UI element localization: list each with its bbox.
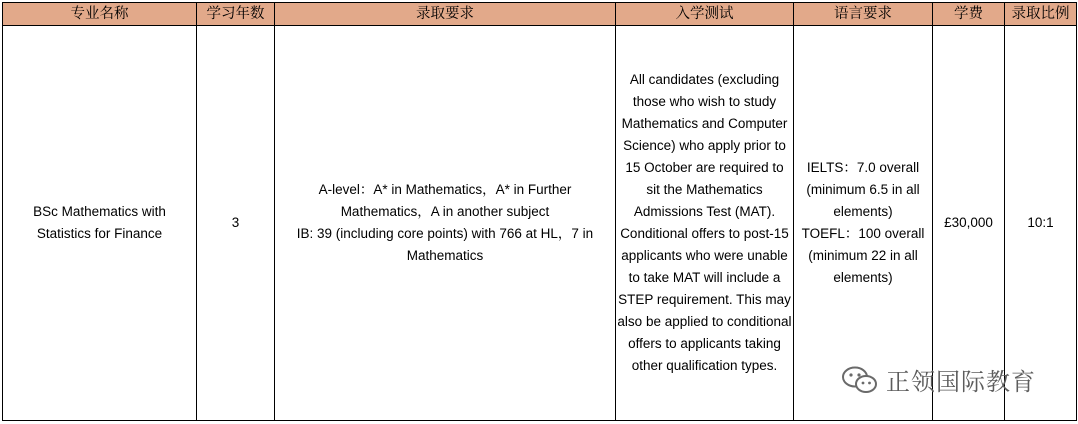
header-ratio: 录取比例 xyxy=(1005,3,1077,26)
header-language: 语言要求 xyxy=(794,3,933,26)
header-row xyxy=(3,3,1077,26)
watermark-text: 正领国际教育 xyxy=(886,368,1036,396)
cell-admission-test xyxy=(616,26,794,421)
tuition-text: £30,000 xyxy=(944,215,993,230)
cell-program-name xyxy=(3,26,197,421)
header-requirements: 录取要求 xyxy=(275,3,616,26)
header-tuition: 学费 xyxy=(933,3,1005,26)
requirement-ib: IB: 39 (including core points) with 766 at HL，7 in Mathematics xyxy=(296,226,594,263)
cell-requirements xyxy=(275,26,616,421)
ratio-text: 10:1 xyxy=(1027,215,1054,230)
requirement-alevel: A-level：A* in Mathematics，A* in Further Mathematics，A in another subject xyxy=(318,182,572,219)
admission-test-text: All candidates (excluding those who wish to study Mathematics and Computer Science) who apply prior to 15 October are required to sit the Mathematics Admissions Test (MAT). Conditional offers to post-15 applicants who were unable to take MAT will include a STEP requirement. This may also be applied to conditional offers to applicants taking other qualification types. xyxy=(617,72,792,373)
watermark xyxy=(840,362,1036,397)
header-years: 学习年数 xyxy=(197,3,275,26)
language-ielts: IELTS：7.0 overall (minimum 6.5 in all elements) xyxy=(806,160,920,219)
wechat-icon xyxy=(840,365,880,395)
header-admission-test: 入学测试 xyxy=(616,3,794,26)
admission-table xyxy=(2,2,1077,421)
program-name-text: BSc Mathematics with Statistics for Finance xyxy=(33,204,166,241)
cell-years xyxy=(197,26,275,421)
years-text: 3 xyxy=(231,215,240,230)
header-program-name: 专业名称 xyxy=(3,3,197,26)
language-toefl: TOEFL：100 overall (minimum 22 in all elements) xyxy=(801,226,925,285)
